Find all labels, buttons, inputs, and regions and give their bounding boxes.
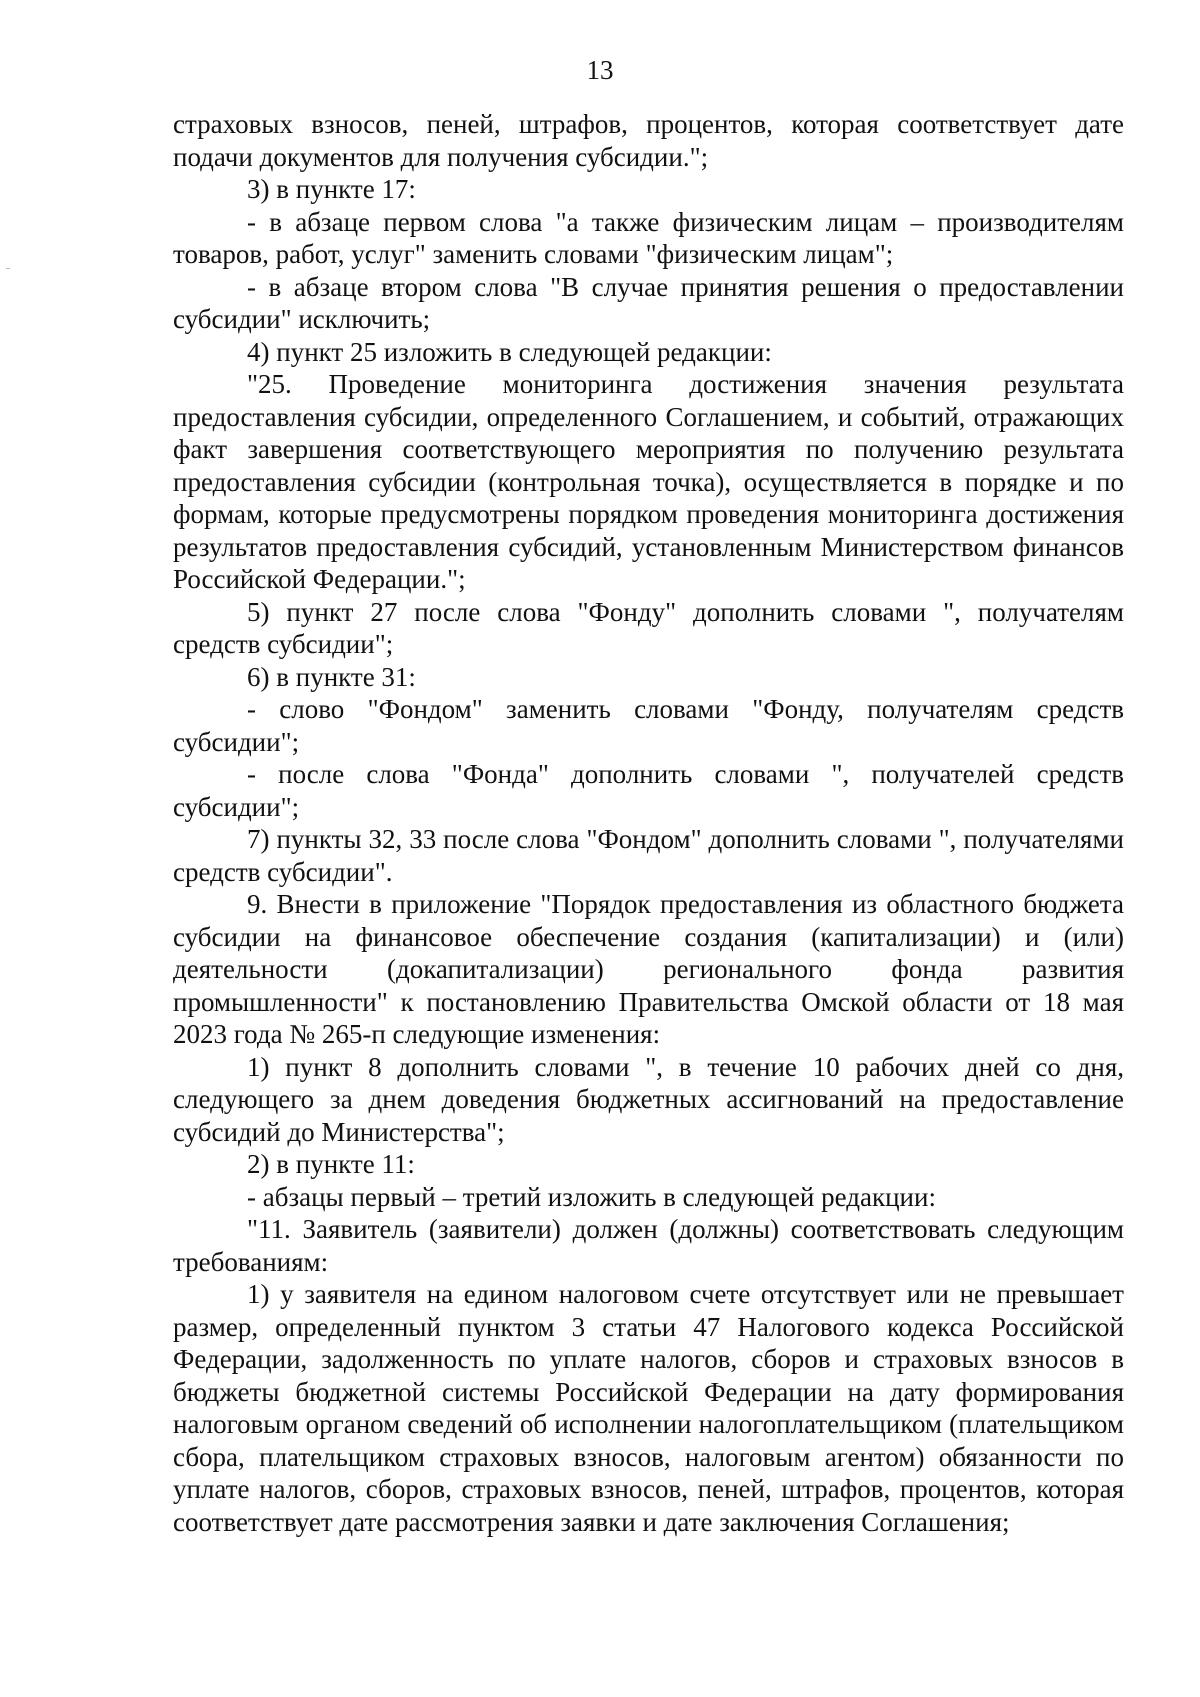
paragraph: "25. Проведение мониторинга достижения значения результата предоставления субсидии, определенного Соглашением, и событий, отражающих факт завершения соответствующего мероприятия по получению результата предоставления субсидии (контрольная точка), осуществляется в порядке и по формам, которые предусмотрены порядком проведения мониторинга достижения результатов предоставления субсидий, установленным Министерством финансов Российской Федерации."; [173,369,1124,594]
paragraph: 3) в пункте 17: [247,174,416,204]
paragraph: 1) пункт 8 дополнить словами ", в течение 10 рабочих дней со дня, следующего за днем доведения бюджетных ассигнований на предоставление субсидий до Министерства"; [173,1051,1124,1147]
document-body [173,108,1124,1538]
paragraph: 9. Внести в приложение "Порядок предоставления из областного бюджета субсидии на финансовое обеспечение создания (капитализации) и (или) деятельности (докапитализации) регионального фонда развития промышленности" к постановлению Правительства Омской области от 18 мая 2023 года № 265-п следующие изменения: [173,889,1124,1049]
paragraph: 1) у заявителя на едином налоговом счете отсутствует или не превышает размер, определенный пунктом 3 статьи 47 Налогового кодекса Российской Федерации, задолженность по уплате налогов, сборов и страховых взносов в бюджеты бюджетной системы Российской Федерации на дату формирования налоговым органом сведений об исполнении налогоплательщиком (плательщиком сбора, плательщиком страховых взносов, налоговым агентом) обязанности по уплате налогов, сборов, страховых взносов, пеней, штрафов, процентов, которая соответствует дате рассмотрения заявки и дате заключения Соглашения; [173,1279,1124,1537]
paragraph: 4) пункт 25 изложить в следующей редакции: [247,336,772,367]
paragraph: "11. Заявитель (заявители) должен (должны) соответствовать следующим требованиям: [173,1214,1124,1277]
paragraph: - абзацы первый – третий изложить в следующей редакции: [247,1181,936,1212]
paragraph: 2) в пункте 11: [247,1149,415,1179]
paragraph: страховых взносов, пеней, штрафов, процентов, которая соответствует дате подачи документов для получения субсидии."; [173,109,1124,172]
paragraph: 5) пункт 27 после слова "Фонду" дополнить словами ", получателям средств субсидии"; [173,596,1124,659]
page-number: 13 [586,55,614,85]
paragraph: 7) пункты 32, 33 после слова "Фондом" дополнить словами ", получателями средств субсидии". [173,824,1124,887]
paragraph: - после слова "Фонда" дополнить словами ", получателей средств субсидии"; [173,759,1124,822]
paragraph: - слово "Фондом" заменить словами "Фонду, получателям средств субсидии"; [173,694,1124,757]
paragraph: - в абзаце первом слова "а также физическим лицам – производителям товаров, работ, услуг" заменить словами "физическим лицам"; [173,206,1124,269]
paragraph: 6) в пункте 31: [247,661,416,692]
margin-scan-mark [6,268,10,269]
paragraph: - в абзаце втором слова "В случае принятия решения о предоставлении субсидии" исключить; [173,271,1124,334]
